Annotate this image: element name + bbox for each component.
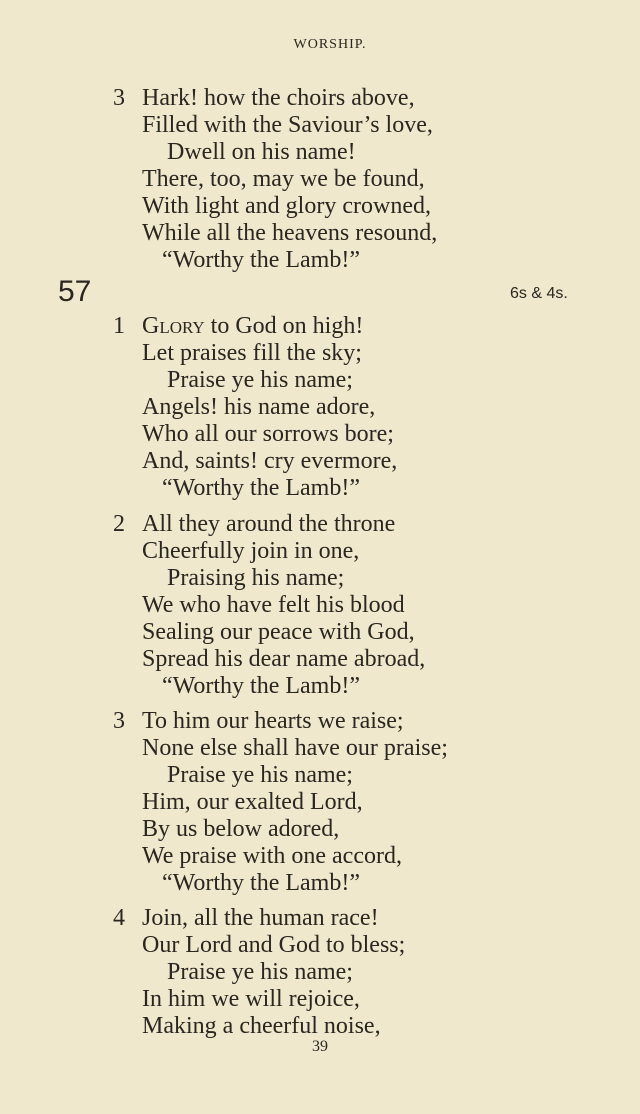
verse-line: And, saints! cry evermore,	[142, 448, 398, 474]
stanza-number: 3	[113, 85, 125, 111]
verse-line: Praise ye his name;	[167, 959, 353, 985]
stanza-2	[113, 511, 425, 700]
verse-line: We who have felt his blood	[142, 592, 405, 618]
first-word: Glory	[142, 313, 205, 339]
verse-line: “Worthy the Lamb!”	[162, 673, 360, 699]
verse-line: We praise with one accord,	[142, 843, 402, 869]
verse-line: Praise ye his name;	[167, 367, 353, 393]
verse-line: Join, all the human race!	[142, 905, 379, 931]
stanza-3	[113, 708, 448, 897]
stanza-number: 4	[113, 905, 125, 931]
page-number: 39	[312, 1038, 328, 1055]
verse-line: “Worthy the Lamb!”	[162, 247, 360, 273]
verse-line: Spread his dear name abroad,	[142, 646, 426, 672]
verse-line: With light and glory crowned,	[142, 193, 431, 219]
verse-line: “Worthy the Lamb!”	[162, 870, 360, 896]
verse-line: Praise ye his name;	[167, 762, 353, 788]
verse-line: Let praises fill the sky;	[142, 340, 362, 366]
verse-line: Sealing our peace with God,	[142, 619, 415, 645]
stanza-number: 2	[113, 511, 125, 537]
verse-line: Cheerfully join in one,	[142, 538, 360, 564]
verse-line: Who all our sorrows bore;	[142, 421, 394, 447]
verse-line: There, too, may we be found,	[142, 166, 425, 192]
stanza-4	[113, 905, 405, 1040]
running-header: WORSHIP.	[293, 37, 367, 52]
verse-line: Making a cheerful noise,	[142, 1013, 381, 1039]
hymn-number: 57	[58, 275, 92, 308]
verse-line: To him our hearts we raise;	[142, 708, 404, 734]
stanza-number: 3	[113, 708, 125, 734]
verse-line: Our Lord and God to bless;	[142, 932, 406, 958]
verse-line-rest: to God on high!	[204, 313, 364, 339]
verse-line: Angels! his name adore,	[142, 394, 376, 420]
hymn-meter: 6s & 4s.	[510, 285, 568, 302]
verse-line: All they around the throne	[142, 511, 396, 537]
verse-line: Hark! how the choirs above,	[142, 85, 415, 111]
verse-line: In him we will rejoice,	[142, 986, 360, 1012]
verse-line: Dwell on his name!	[167, 139, 356, 165]
verse-line: Filled with the Saviour’s love,	[142, 112, 433, 138]
verse-line: While all the heavens resound,	[142, 220, 438, 246]
verse-line	[142, 313, 397, 340]
stanza-continued	[113, 85, 437, 274]
verse-line: Him, our exalted Lord,	[142, 789, 363, 815]
verse-line: By us below adored,	[142, 816, 340, 842]
verse-line: “Worthy the Lamb!”	[162, 475, 360, 501]
verse-line: None else shall have our praise;	[142, 735, 448, 761]
stanza-1	[113, 313, 397, 502]
verse-line: Praising his name;	[167, 565, 345, 591]
stanza-number: 1	[113, 313, 125, 339]
